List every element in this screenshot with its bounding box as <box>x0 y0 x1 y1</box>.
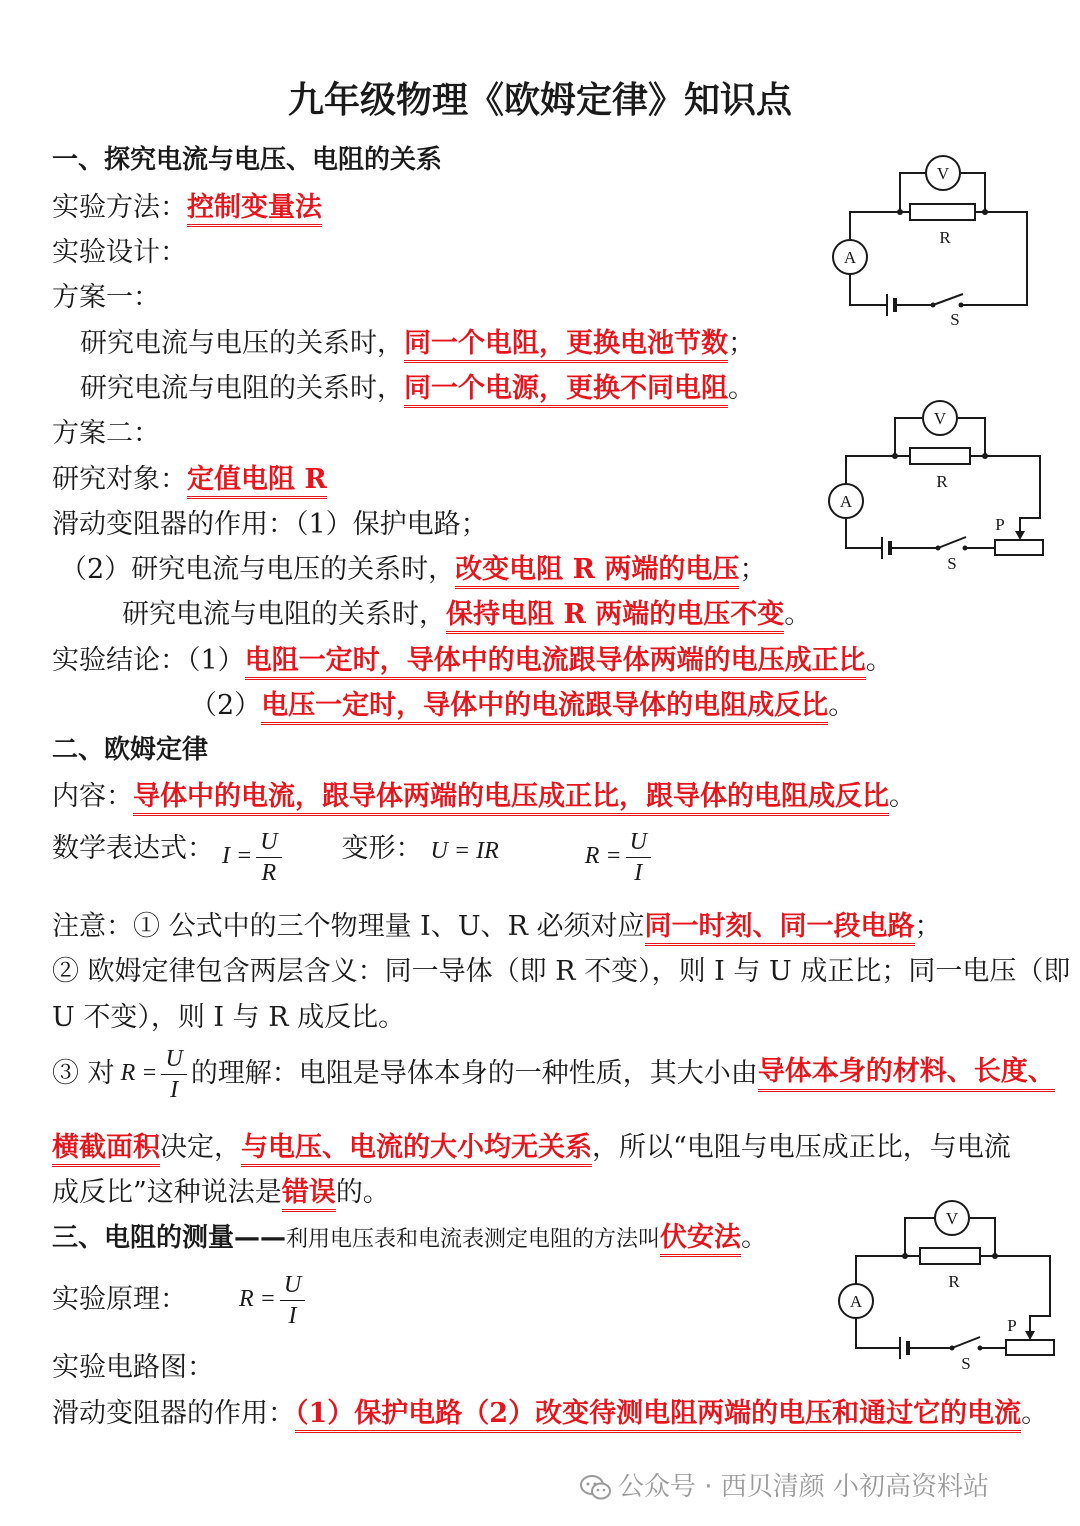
circuit-diagram-2 <box>820 398 1050 578</box>
svg-text:P: P <box>1007 1316 1017 1335</box>
formula-r-u-i: R = $\frac{U}{I}$ <box>585 827 655 888</box>
wechat-icon <box>580 1475 612 1501</box>
plan2-label: 方案二： <box>52 418 160 449</box>
svg-text:A: A <box>849 1292 863 1311</box>
svg-text:P: P <box>995 515 1005 534</box>
section-2-heading: 二、欧姆定律 <box>52 735 209 765</box>
circuit-label: 实验电路图： <box>52 1352 214 1383</box>
note-2-line1: ② 欧姆定律包含两层含义：同一导体（即 R 不变），则 I 与 U 成正比；同一电压（即 <box>52 956 1071 987</box>
svg-text:S: S <box>947 554 957 573</box>
rheostat-role-3-line: 研究电流与电阻的关系时，保持电阻 R 两端的电压不变。 <box>122 599 811 631</box>
section-1-heading: 一、探究电流与电压、电阻的关系 <box>52 145 443 175</box>
section-3-heading: 三、电阻的测量——利用电压表和电流表测定电阻的方法叫伏安法。 <box>52 1222 768 1254</box>
formula-i-u-r: I = $\frac{U}{R}$ <box>222 827 286 888</box>
switch-label: S <box>950 310 960 329</box>
svg-text:V: V <box>945 1209 959 1228</box>
law-content-line: 内容：导体中的电流，跟导体两端的电压成正比，跟导体的电阻成反比。 <box>52 781 916 813</box>
page-title: 九年级物理《欧姆定律》知识点 <box>287 80 792 121</box>
formula-u-ir: U = IR <box>430 837 499 864</box>
design-label: 实验设计： <box>52 237 187 268</box>
note-3-line2: 横截面积决定，与电压、电流的大小均无关系，所以“电阻与电压成正比，与电流 <box>52 1132 1011 1164</box>
note-1-line: 注意：① 公式中的三个物理量 I、U、R 必须对应同一时刻、同一段电路； <box>52 911 942 943</box>
formula-line: 数学表达式： I = $\frac{U}{R}$ 变形： U = IR R = $\frac{U}{I}$ <box>52 826 655 888</box>
svg-text:S: S <box>961 1354 971 1373</box>
method-line: 实验方法：控制变量法 <box>52 192 322 224</box>
watermark: 公众号 · 西贝清颜 小初高资料站 <box>580 1466 989 1503</box>
rheostat-measure-line: 滑动变阻器的作用：（1）保护电路（2）改变待测电阻两端的电压和通过它的电流。 <box>52 1398 1048 1430</box>
circuit-diagram-3 <box>830 1198 1060 1378</box>
object-line: 研究对象：定值电阻 R <box>52 464 327 496</box>
rheostat-role-line: 滑动变阻器的作用：（1）保护电路； <box>52 509 488 540</box>
note-2-line2: U 不变），则 I 与 R 成反比。 <box>52 1002 406 1033</box>
plan1-label: 方案一： <box>52 282 160 313</box>
svg-text:R: R <box>948 1272 960 1291</box>
svg-text:A: A <box>839 492 853 511</box>
note-3-line1: ③ 对 R = $\frac{U}{I}$ 的理解：电阻是导体本身的一种性质，其大小由 导体本身的材料、长度、 <box>52 1045 1055 1103</box>
note-3-line3: 成反比”这种说法是错误的。 <box>52 1177 390 1209</box>
svg-text:V: V <box>933 409 947 428</box>
ammeter-label: A <box>843 248 857 267</box>
resistor-label: R <box>939 228 951 247</box>
circuit-diagram-1 <box>825 155 1035 330</box>
principle-line: 实验原理： R = $\frac{U}{I}$ <box>52 1268 309 1332</box>
plan1-voltage-line: 研究电流与电压的关系时，同一个电阻，更换电池节数； <box>80 328 755 360</box>
voltmeter-label: V <box>936 164 950 183</box>
svg-text:R: R <box>936 472 948 491</box>
conclusion-1-line: 实验结论：（1）电阻一定时，导体中的电流跟导体两端的电压成正比。 <box>52 645 893 677</box>
rheostat-role-2-line: （2）研究电流与电压的关系时，改变电阻 R 两端的电压； <box>60 554 766 586</box>
plan1-resistance-line: 研究电流与电阻的关系时，同一个电源，更换不同电阻。 <box>80 373 755 405</box>
method-answer: 控制变量法 <box>187 192 322 227</box>
conclusion-2-line: （2）电压一定时，导体中的电流跟导体的电阻成反比。 <box>190 690 855 722</box>
